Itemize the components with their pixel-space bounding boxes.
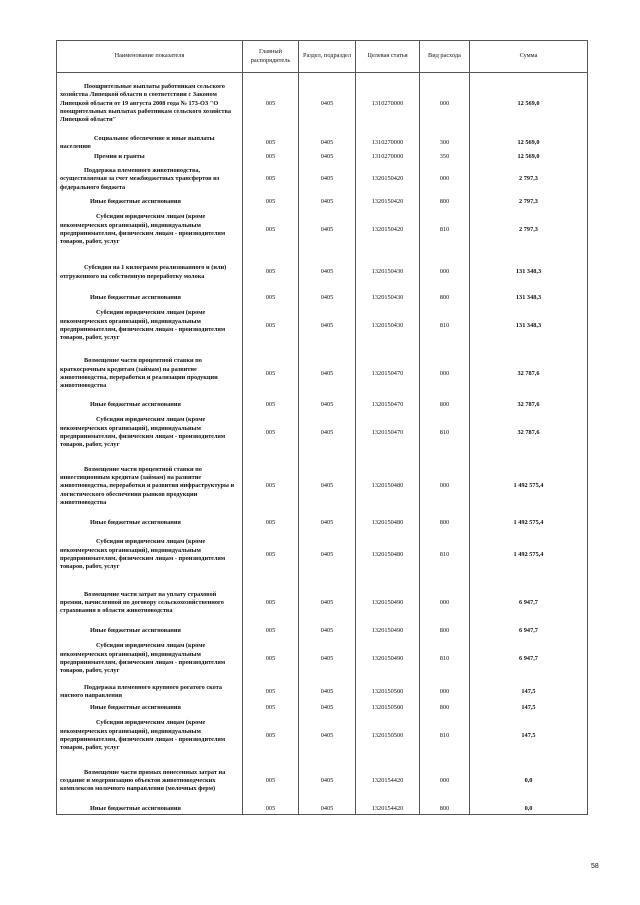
row-kind: 800 <box>420 804 470 815</box>
row-admin: 005 <box>243 304 299 349</box>
row-amount: 147,5 <box>470 682 588 703</box>
column-header-target: Целевая статья <box>356 41 420 73</box>
row-target: 1320150470 <box>356 400 420 411</box>
row-section: 0405 <box>299 253 356 293</box>
row-target: 1320150420 <box>356 197 420 208</box>
row-section: 0405 <box>299 152 356 163</box>
row-amount: 0,0 <box>470 804 588 815</box>
row-target: 1320150490 <box>356 637 420 682</box>
row-section: 0405 <box>299 163 356 197</box>
row-admin: 005 <box>243 135 299 152</box>
row-section: 0405 <box>299 411 356 456</box>
row-name: Субсидии юридическим лицам (кроме некоммерческих организаций), индивидуальным предпринимателям, физическим лицам - производителям товаров, работ, услуг <box>57 208 243 253</box>
row-kind: 000 <box>420 759 470 804</box>
row-admin: 005 <box>243 163 299 197</box>
row-admin: 005 <box>243 197 299 208</box>
row-amount: 131 348,3 <box>470 304 588 349</box>
row-amount: 2 797,3 <box>470 197 588 208</box>
table-row <box>57 400 588 411</box>
row-name: Премии и гранты <box>57 152 243 163</box>
table-row <box>57 804 588 815</box>
row-name: Социальное обеспечение и иные выплаты населению <box>57 135 243 152</box>
row-admin: 005 <box>243 400 299 411</box>
row-amount: 32 787,6 <box>470 400 588 411</box>
row-amount: 6 947,7 <box>470 637 588 682</box>
table-row <box>57 197 588 208</box>
row-admin: 005 <box>243 581 299 626</box>
row-amount: 131 348,3 <box>470 253 588 293</box>
row-target: 1320150420 <box>356 163 420 197</box>
row-kind: 000 <box>420 253 470 293</box>
row-admin: 005 <box>243 456 299 518</box>
table-row <box>57 714 588 759</box>
table-header-row <box>57 41 588 73</box>
row-section: 0405 <box>299 73 356 135</box>
row-kind: 800 <box>420 400 470 411</box>
row-amount: 131 348,3 <box>470 293 588 304</box>
row-amount: 147,5 <box>470 714 588 759</box>
row-kind: 810 <box>420 637 470 682</box>
row-name: Поддержка племенного животноводства, осуществляемая за счет межбюджетных трансфертов из федерального бюджета <box>57 163 243 197</box>
row-kind: 000 <box>420 349 470 400</box>
row-target: 1320154420 <box>356 804 420 815</box>
row-target: 1320150470 <box>356 349 420 400</box>
row-name: Поддержка племенного крупного рогатого скота мясного направления <box>57 682 243 703</box>
row-section: 0405 <box>299 197 356 208</box>
row-section: 0405 <box>299 400 356 411</box>
row-kind: 800 <box>420 703 470 714</box>
table-row <box>57 626 588 637</box>
row-section: 0405 <box>299 804 356 815</box>
table-row <box>57 581 588 626</box>
row-admin: 005 <box>243 208 299 253</box>
row-admin: 005 <box>243 637 299 682</box>
row-name: Субсидии юридическим лицам (кроме некоммерческих организаций), индивидуальным предпринимателям, физическим лицам - производителям товаров, работ, услуг <box>57 411 243 456</box>
row-target: 1320150470 <box>356 411 420 456</box>
row-kind: 800 <box>420 197 470 208</box>
row-target: 1320150420 <box>356 208 420 253</box>
table-row <box>57 530 588 581</box>
row-name: Возмещение части прямых понесенных затрат на создание и модернизацию объектов животноводческих комплексов молочного направления (молочных ферм) <box>57 759 243 804</box>
table-row <box>57 411 588 456</box>
row-section: 0405 <box>299 759 356 804</box>
row-section: 0405 <box>299 456 356 518</box>
row-section: 0405 <box>299 304 356 349</box>
table-row <box>57 703 588 714</box>
row-name: Иные бюджетные ассигнования <box>57 626 243 637</box>
table-row <box>57 253 588 293</box>
row-name: Возмещение части затрат на уплату страховой премии, начисленной по договору сельскохозяйственного страхования в области животноводства <box>57 581 243 626</box>
row-name: Субсидии юридическим лицам (кроме некоммерческих организаций), индивидуальным предпринимателям, физическим лицам - производителям товаров, работ, услуг <box>57 714 243 759</box>
row-target: 1320150430 <box>356 253 420 293</box>
row-target: 1310270000 <box>356 152 420 163</box>
row-section: 0405 <box>299 714 356 759</box>
table-row <box>57 135 588 152</box>
column-header-name: Наименование показателя <box>57 41 243 73</box>
table-row <box>57 73 588 135</box>
row-kind: 350 <box>420 152 470 163</box>
row-kind: 000 <box>420 456 470 518</box>
row-section: 0405 <box>299 349 356 400</box>
row-amount: 6 947,7 <box>470 581 588 626</box>
row-section: 0405 <box>299 637 356 682</box>
row-target: 1310270000 <box>356 135 420 152</box>
row-name: Возмещение части процентной ставки по краткосрочным кредитам (займам) на развитие животноводства, переработки и реализации продукции животноводства <box>57 349 243 400</box>
column-header-section: Раздел, подраздел <box>299 41 356 73</box>
row-admin: 005 <box>243 253 299 293</box>
row-target: 1320154420 <box>356 759 420 804</box>
row-section: 0405 <box>299 626 356 637</box>
budget-table <box>56 40 588 815</box>
row-kind: 300 <box>420 135 470 152</box>
row-section: 0405 <box>299 208 356 253</box>
table-row <box>57 637 588 682</box>
row-kind: 810 <box>420 208 470 253</box>
row-target: 1310270000 <box>356 73 420 135</box>
table-row <box>57 456 588 518</box>
page-number: 58 <box>591 863 599 870</box>
row-kind: 000 <box>420 73 470 135</box>
row-name: Возмещение части процентной ставки по инвестиционным кредитам (займам) на развитие животноводства, переработки и развития инфраструктуры и логистического обеспечения рынков продукции животноводства <box>57 456 243 518</box>
row-amount: 1 492 575,4 <box>470 530 588 581</box>
row-admin: 005 <box>243 530 299 581</box>
row-kind: 000 <box>420 163 470 197</box>
row-amount: 12 569,0 <box>470 73 588 135</box>
row-name: Субсидии юридическим лицам (кроме некоммерческих организаций), индивидуальным предпринимателям, физическим лицам - производителям товаров, работ, услуг <box>57 304 243 349</box>
row-target: 1320150500 <box>356 682 420 703</box>
row-section: 0405 <box>299 530 356 581</box>
column-header-admin: Главный распорядитель <box>243 41 299 73</box>
row-kind: 000 <box>420 682 470 703</box>
row-target: 1320150490 <box>356 581 420 626</box>
column-header-kind: Вид расхода <box>420 41 470 73</box>
row-kind: 810 <box>420 411 470 456</box>
row-admin: 005 <box>243 804 299 815</box>
row-section: 0405 <box>299 581 356 626</box>
row-kind: 810 <box>420 530 470 581</box>
row-admin: 005 <box>243 703 299 714</box>
row-name: Иные бюджетные ассигнования <box>57 293 243 304</box>
row-target: 1320150430 <box>356 293 420 304</box>
table-row <box>57 349 588 400</box>
row-amount: 2 797,3 <box>470 163 588 197</box>
table-row <box>57 682 588 703</box>
row-admin: 005 <box>243 682 299 703</box>
row-amount: 6 947,7 <box>470 626 588 637</box>
row-target: 1320150500 <box>356 703 420 714</box>
row-name: Иные бюджетные ассигнования <box>57 804 243 815</box>
row-target: 1320150480 <box>356 530 420 581</box>
row-amount: 0,0 <box>470 759 588 804</box>
row-name: Иные бюджетные ассигнования <box>57 197 243 208</box>
table-row <box>57 304 588 349</box>
table-row <box>57 518 588 530</box>
row-admin: 005 <box>243 293 299 304</box>
row-admin: 005 <box>243 152 299 163</box>
row-kind: 810 <box>420 304 470 349</box>
row-section: 0405 <box>299 703 356 714</box>
row-section: 0405 <box>299 135 356 152</box>
row-section: 0405 <box>299 682 356 703</box>
table-row <box>57 152 588 163</box>
row-kind: 800 <box>420 626 470 637</box>
row-name: Субсидии юридическим лицам (кроме некоммерческих организаций), индивидуальным предпринимателям, физическим лицам - производителям товаров, работ, услуг <box>57 530 243 581</box>
table-row <box>57 759 588 804</box>
row-amount: 32 787,6 <box>470 349 588 400</box>
row-amount: 32 787,6 <box>470 411 588 456</box>
table-row <box>57 208 588 253</box>
row-admin: 005 <box>243 626 299 637</box>
table-row <box>57 163 588 197</box>
row-kind: 000 <box>420 581 470 626</box>
row-target: 1320150490 <box>356 626 420 637</box>
row-amount: 12 569,0 <box>470 152 588 163</box>
row-target: 1320150480 <box>356 518 420 530</box>
row-section: 0405 <box>299 293 356 304</box>
row-admin: 005 <box>243 518 299 530</box>
column-header-amount: Сумма <box>470 41 588 73</box>
table-row <box>57 293 588 304</box>
row-admin: 005 <box>243 349 299 400</box>
row-amount: 1 492 575,4 <box>470 518 588 530</box>
row-admin: 005 <box>243 759 299 804</box>
row-section: 0405 <box>299 518 356 530</box>
row-amount: 147,5 <box>470 703 588 714</box>
row-amount: 2 797,3 <box>470 208 588 253</box>
row-name: Поощрительные выплаты работникам сельского хозяйства Липецкой области в соответствии с Законом Липецкой области от 19 августа 2008 года № 173-ОЗ "О поощрительных выплатах работникам сельского хозяйства Липецкой области" <box>57 73 243 135</box>
row-target: 1320150430 <box>356 304 420 349</box>
row-target: 1320150480 <box>356 456 420 518</box>
row-amount: 12 569,0 <box>470 135 588 152</box>
row-name: Иные бюджетные ассигнования <box>57 400 243 411</box>
row-name: Субсидия на 1 килограмм реализованного и (или) отгруженного на собственную переработку молока <box>57 253 243 293</box>
row-kind: 800 <box>420 293 470 304</box>
row-target: 1320150500 <box>356 714 420 759</box>
budget-table-container <box>56 40 587 815</box>
row-admin: 005 <box>243 714 299 759</box>
row-name: Субсидии юридическим лицам (кроме некоммерческих организаций), индивидуальным предпринимателям, физическим лицам - производителям товаров, работ, услуг <box>57 637 243 682</box>
row-admin: 005 <box>243 411 299 456</box>
row-name: Иные бюджетные ассигнования <box>57 703 243 714</box>
row-admin: 005 <box>243 73 299 135</box>
row-amount: 1 492 575,4 <box>470 456 588 518</box>
row-kind: 800 <box>420 518 470 530</box>
row-kind: 810 <box>420 714 470 759</box>
row-name: Иные бюджетные ассигнования <box>57 518 243 530</box>
